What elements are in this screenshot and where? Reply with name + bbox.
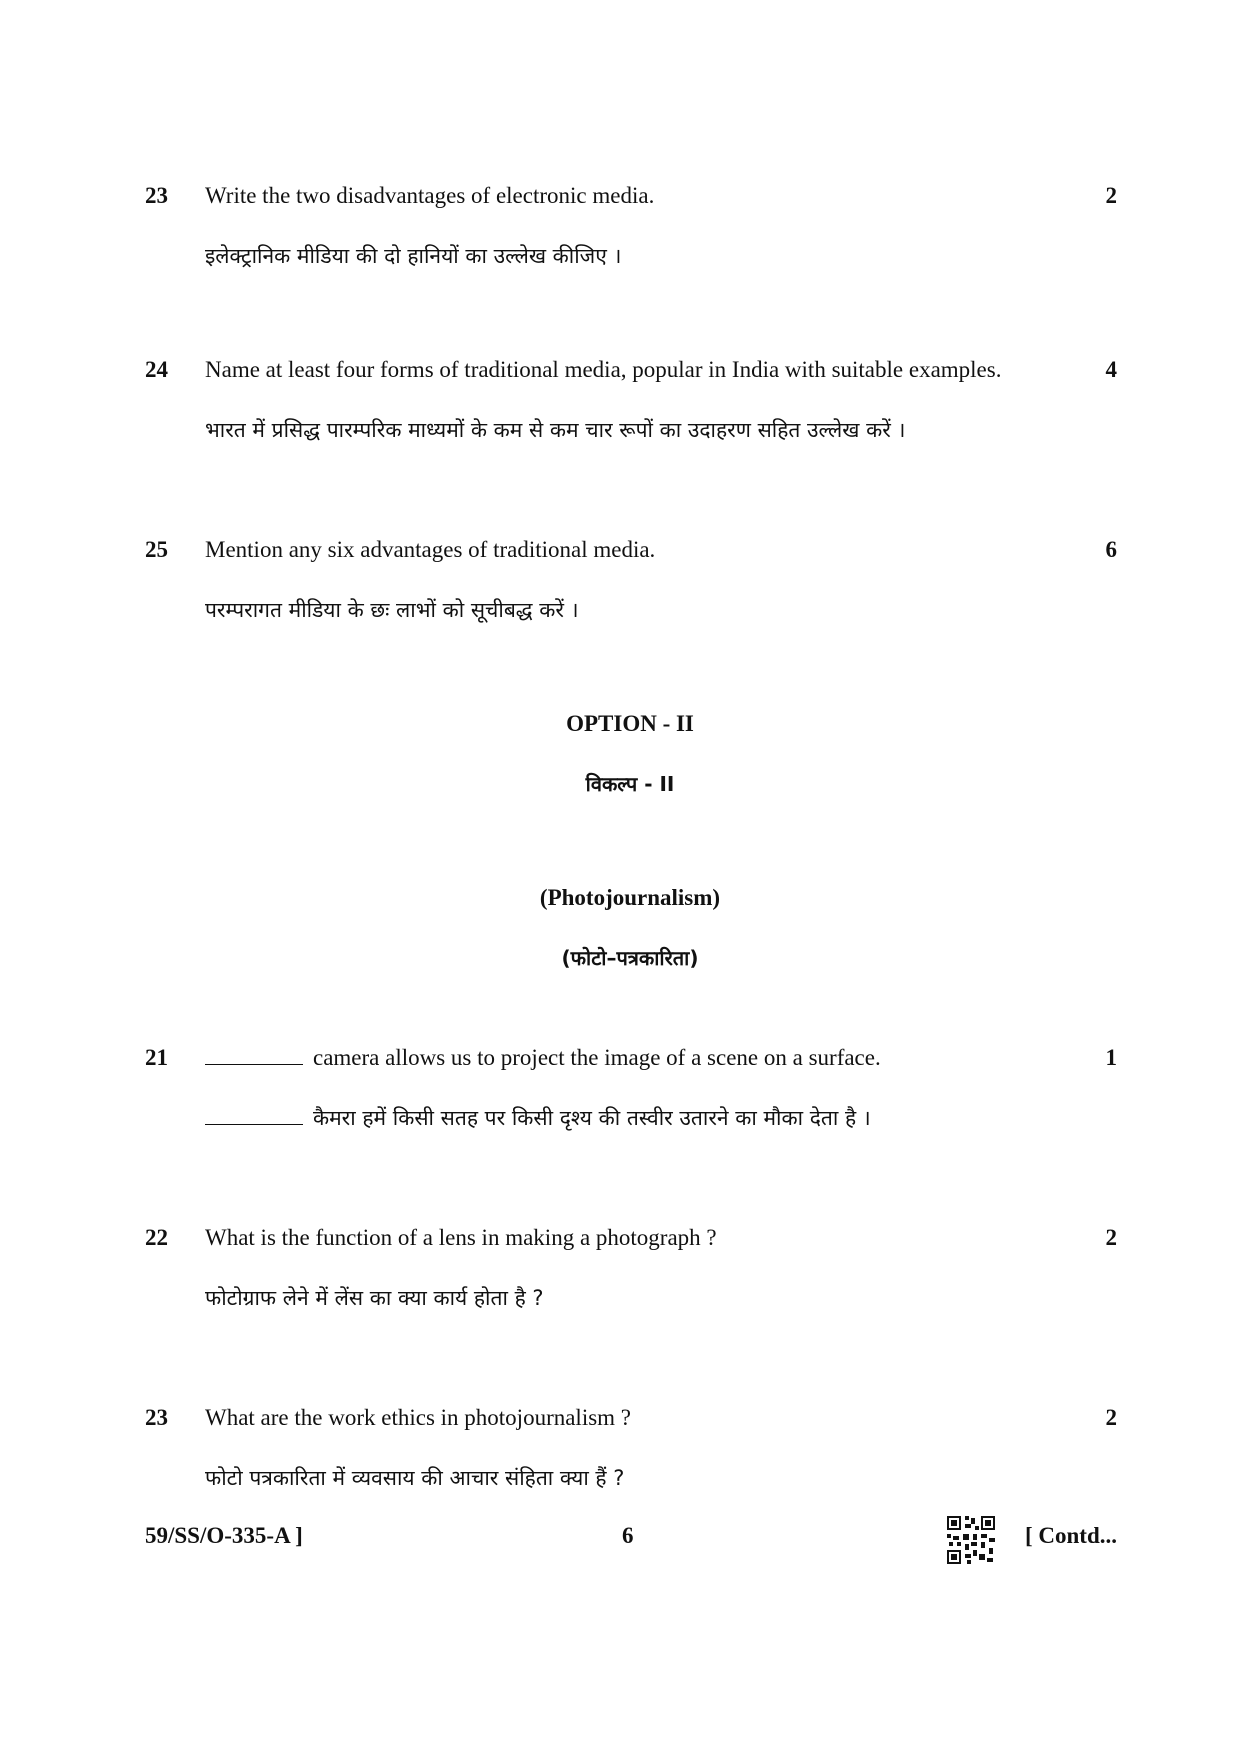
question-marks: 2 [1105, 1225, 1117, 1250]
question-text-english: Mention any six advantages of traditional media. [205, 537, 656, 562]
question-number: 21 [145, 1045, 168, 1070]
question-text-hindi: फोटोग्राफ लेने में लेंस का क्या कार्य होता है ? [205, 1286, 544, 1310]
continued-label: [ Contd... [1024, 1523, 1117, 1548]
question-text-hindi-content: कैमरा हमें किसी सतह पर किसी दृश्य की तस्वीर उतारने का मौका देता है । [313, 1106, 871, 1130]
fill-in-blank [205, 1106, 303, 1125]
question-marks: 1 [1105, 1045, 1117, 1070]
question-text-english-content: camera allows us to project the image of a scene on a surface. [313, 1045, 881, 1070]
option-heading-hindi: विकल्प - II [585, 772, 675, 796]
question-text-hindi: इलेक्ट्रानिक मीडिया की दो हानियों का उल्लेख कीजिए । [205, 244, 622, 268]
question-text-english: Write the two disadvantages of electronic media. [205, 183, 655, 208]
paper-code: 59/SS/O-335-A ] [145, 1523, 303, 1548]
page-number: 6 [622, 1523, 634, 1548]
question-text-hindi [205, 1104, 871, 1132]
question-text-hindi: परम्परागत मीडिया के छः लाभों को सूचीबद्ध करें । [205, 598, 579, 622]
question-marks: 2 [1105, 1405, 1117, 1430]
question-text-english: Name at least four forms of traditional media, popular in India with suitable examples. [205, 357, 1002, 382]
question-number: 22 [145, 1225, 168, 1250]
question-number: 24 [145, 357, 168, 382]
question-marks: 6 [1105, 537, 1117, 562]
question-text-hindi: भारत में प्रसिद्ध पारम्परिक माध्यमों के कम से कम चार रूपों का उदाहरण सहित उल्लेख करें । [205, 418, 906, 442]
fill-in-blank [205, 1046, 303, 1065]
question-marks: 2 [1105, 183, 1117, 208]
qr-code-icon [947, 1516, 995, 1564]
question-number: 23 [145, 183, 168, 208]
section-heading: (Photojournalism) [539, 885, 721, 910]
question-text-english: What is the function of a lens in making a photograph ? [205, 1225, 717, 1250]
question-text-english [205, 1044, 881, 1072]
question-text-hindi: फोटो पत्रकारिता में व्यवसाय की आचार संहिता क्या हैं ? [205, 1466, 625, 1490]
option-heading: OPTION - II [566, 711, 694, 736]
question-number: 23 [145, 1405, 168, 1430]
question-number: 25 [145, 537, 168, 562]
question-text-english: What are the work ethics in photojournalism ? [205, 1405, 632, 1430]
question-marks: 4 [1105, 357, 1117, 382]
section-heading-hindi: (फोटो–पत्रकारिता) [561, 946, 699, 970]
